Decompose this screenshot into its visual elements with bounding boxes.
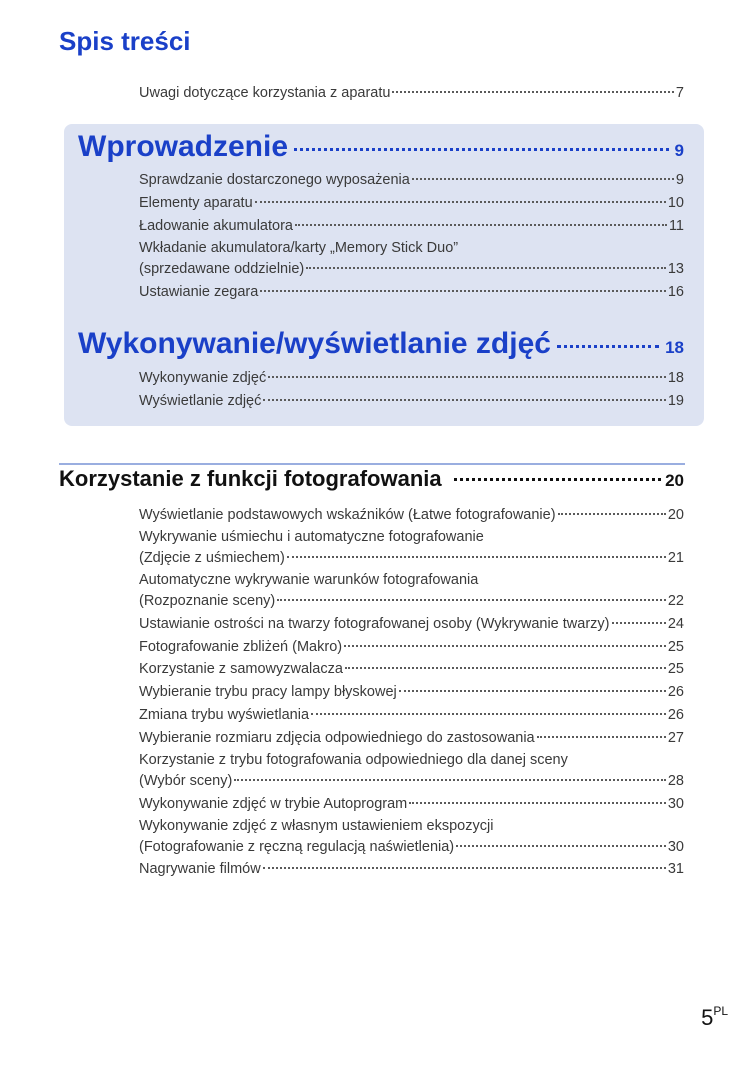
dot-leader [558,513,666,515]
dot-leader [612,622,666,624]
page-number-value: 5 [701,1005,714,1030]
section-title: Wprowadzenie [78,130,289,163]
toc-entry-page: 9 [675,172,684,188]
page-number-suffix: PL [713,1003,728,1018]
toc-entry[interactable] [139,390,684,412]
toc-entry-page: 28 [667,773,684,789]
toc-entry-label: (Wybór sceny) [139,773,233,789]
toc-entry-label: Wykonywanie zdjęć w trybie Autoprogram [139,796,408,812]
toc-entry[interactable] [139,192,684,214]
toc-entry[interactable] [139,793,684,815]
toc-entry-label: Korzystanie z samowyzwalacza [139,661,343,677]
toc-entry-page: 24 [667,616,684,632]
toc-entry-line1[interactable]: Wkładanie akumulatora/karty „Memory Stick Duo” [139,240,459,256]
toc-entry-label: Zmiana trybu wyświetlania [139,707,310,723]
toc-entry[interactable] [139,590,684,612]
dot-leader [311,713,666,715]
toc-entry-page: 16 [667,284,684,300]
toc-entry-label: Wykonywanie zdjęć [139,370,267,386]
toc-entry-label: Nagrywanie filmów [139,861,261,877]
toc-entry[interactable] [139,658,684,680]
toc-entry-label: Wyświetlanie zdjęć [139,393,262,409]
toc-entry[interactable] [139,770,684,792]
toc-entry[interactable] [139,82,684,104]
toc-entry-page: 26 [667,684,684,700]
toc-entry[interactable] [139,215,684,237]
dot-leader [268,376,666,378]
toc-entry-label: Ustawianie zegara [139,284,259,300]
toc-entry-page: 26 [667,707,684,723]
toc-entry[interactable] [139,367,684,389]
dot-leader [263,867,666,869]
section-page: 20 [665,471,684,490]
dot-leader [287,556,666,558]
dot-leader [234,779,666,781]
section-heading-korzystanie[interactable] [59,466,684,492]
toc-entry[interactable] [139,281,684,303]
toc-entry[interactable] [139,681,684,703]
toc-entry-label: Elementy aparatu [139,195,253,211]
toc-entry-page: 7 [675,85,684,101]
toc-entry-page: 10 [667,195,684,211]
toc-entry-label: Ustawianie ostrości na twarzy fotografowanej osoby (Wykrywanie twarzy) [139,616,610,632]
section-heading-wykonywanie[interactable] [78,327,684,361]
toc-entry-page: 31 [667,861,684,877]
section-heading-wprowadzenie[interactable] [78,130,684,164]
toc-entry-page: 13 [667,261,684,277]
toc-entry[interactable] [139,613,684,635]
toc-entry-page: 19 [667,393,684,409]
dot-leader [392,91,673,93]
toc-entry[interactable] [139,704,684,726]
toc-entry[interactable] [139,547,684,569]
section-title: Korzystanie z funkcji fotografowania [59,466,442,491]
toc-entry-page: 25 [667,639,684,655]
dot-leader [399,690,666,692]
dot-leader [345,667,666,669]
toc-entry[interactable] [139,169,684,191]
toc-entry[interactable] [139,258,684,280]
section-page: 9 [674,141,684,160]
toc-entry-page: 11 [668,218,684,234]
toc-entry-line1[interactable]: Wykrywanie uśmiechu i automatyczne fotografowanie [139,529,484,545]
dot-leader [537,736,666,738]
toc-entry[interactable] [139,858,684,880]
dot-leader [344,645,666,647]
dot-leader [294,148,669,151]
dot-leader [295,224,667,226]
toc-entry-line1[interactable]: Wykonywanie zdjęć z własnym ustawieniem ekspozycji [139,818,494,834]
dot-leader [260,290,666,292]
toc-entry-label: (Fotografowanie z ręczną regulacją naświetlenia) [139,839,455,855]
toc-entry[interactable] [139,836,684,858]
toc-entry-page: 21 [667,550,684,566]
dot-leader [306,267,666,269]
dot-leader [412,178,674,180]
toc-entry-label: Sprawdzanie dostarczonego wyposażenia [139,172,410,188]
toc-entry[interactable] [139,504,684,526]
dot-leader [277,599,666,601]
toc-entry-line1[interactable]: Korzystanie z trybu fotografowania odpowiedniego dla danej sceny [139,752,568,768]
dot-leader [409,802,666,804]
dot-leader [456,845,666,847]
page-title: Spis treści [59,26,191,56]
toc-entry-line1[interactable]: Automatyczne wykrywanie warunków fotografowania [139,572,479,588]
toc-entry-page: 30 [667,796,684,812]
section-title: Wykonywanie/wyświetlanie zdjęć [78,327,551,360]
section-page: 18 [665,338,684,357]
toc-entry-page: 27 [667,730,684,746]
toc-entry-label: (Rozpoznanie sceny) [139,593,276,609]
toc-entry-page: 22 [667,593,684,609]
dot-leader [557,345,659,348]
toc-entry-page: 20 [667,507,684,523]
toc-entry-label: Wybieranie trybu pracy lampy błyskowej [139,684,397,700]
toc-entry[interactable] [139,727,684,749]
section-divider [59,463,685,465]
toc-entry-label: Fotografowanie zbliżeń (Makro) [139,639,343,655]
toc-entry-label: Ładowanie akumulatora [139,218,293,234]
toc-entry-label: (Zdjęcie z uśmiechem) [139,550,285,566]
toc-entry-page: 25 [667,661,684,677]
toc-entry-label: Uwagi dotyczące korzystania z aparatu [139,85,391,101]
toc-entry-page: 30 [667,839,684,855]
dot-leader [255,201,666,203]
toc-entry-label: (sprzedawane oddzielnie) [139,261,305,277]
page-number [701,1005,728,1031]
toc-entry[interactable] [139,636,684,658]
dot-leader [263,399,666,401]
dot-leader [454,478,661,481]
toc-entry-label: Wyświetlanie podstawowych wskaźników (Łatwe fotografowanie) [139,507,556,523]
toc-entry-label: Wybieranie rozmiaru zdjęcia odpowiedniego do zastosowania [139,730,535,746]
toc-entry-page: 18 [667,370,684,386]
